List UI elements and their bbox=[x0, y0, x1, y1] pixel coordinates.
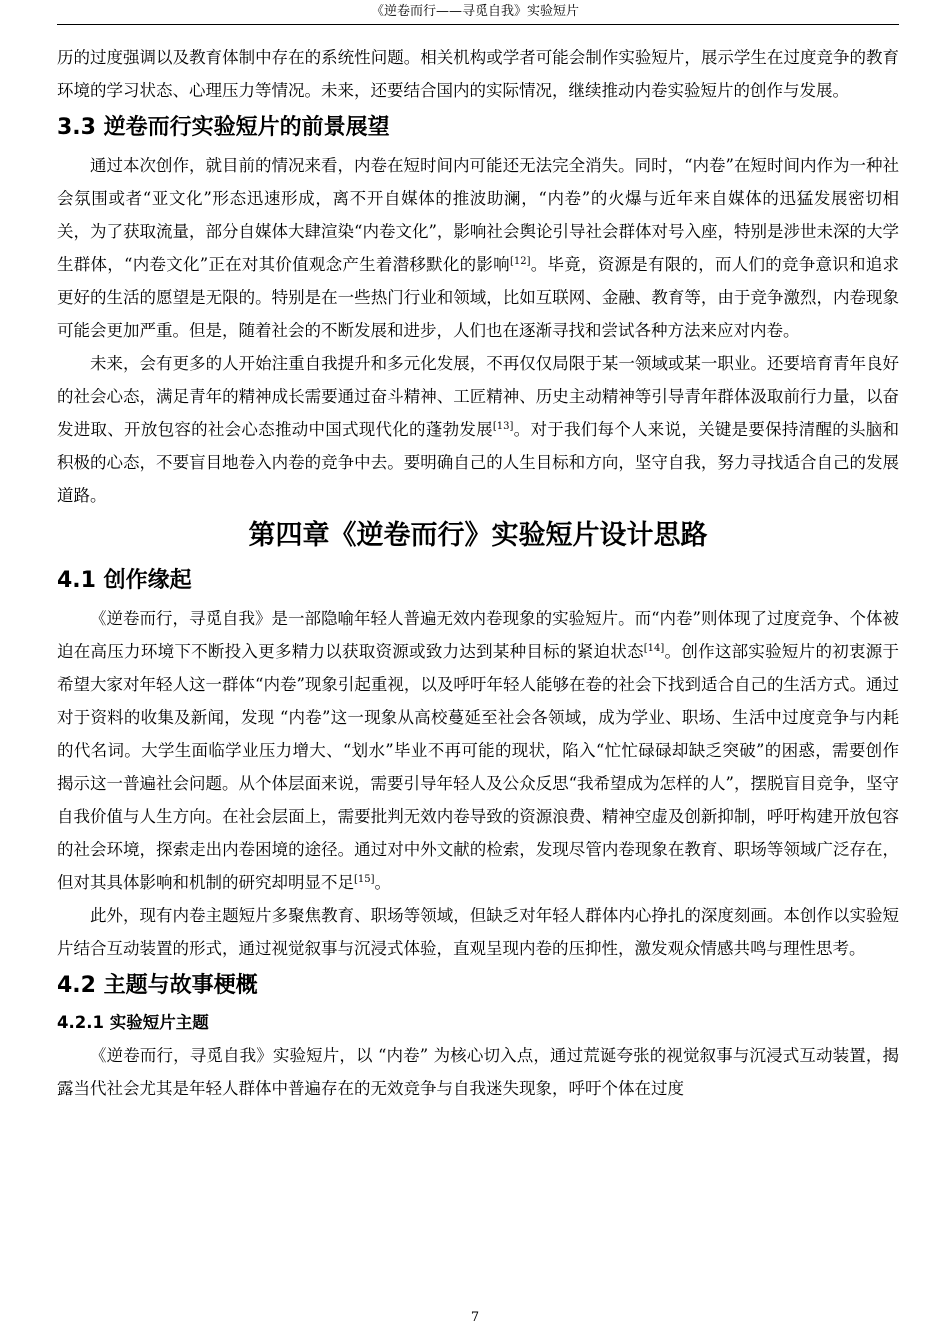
paragraph-text: 《逆卷而行，寻觅自我》是一部隐喻年轻人普遍无效内卷现象的实验短片。而“内卷”则体现了过度竞争、个体被迫在高压力环境下不断投入更多精力以获取资源或致力达到某种目标的紧迫状态 bbox=[57, 609, 899, 661]
paragraph-text: 未来，会有更多的人开始注重自我提升和多元化发展，不再仅仅局限于某一领域或某一职业。还要培育青年良好的社会心态，满足青年的精神成长需要通过奋斗精神、工匠精神、历史主动精神等引导青年群体汲取前行力量，以奋发进取、开放包容的社会心态推动中国式现代化的蓬勃发展 bbox=[57, 354, 899, 439]
paragraph-theme: 《逆卷而行，寻觅自我》实验短片，以 “内卷” 为核心切入点，通过荒诞夸张的视觉叙事与沉浸式互动装置，揭露当代社会尤其是年轻人群体中普遍存在的无效竞争与自我迷失现象，呼吁个体在过度 bbox=[57, 1046, 899, 1098]
page-body bbox=[57, 41, 899, 1105]
header-rule bbox=[57, 24, 899, 25]
section-heading-4-1: 4.1 创作缘起 bbox=[57, 568, 192, 593]
running-header: 《逆卷而行——寻觅自我》实验短片 bbox=[370, 4, 579, 19]
paragraph-text: 。对于我们每个人来说，关键是要保持清醒的头脑和积极的心态，不要盲目地卷入内卷的竞争中去。要明确自己的人生目标和方向，坚守自我，努力寻找适合自己的发展道路。 bbox=[57, 420, 900, 505]
section-heading-3-3: 3.3 逆卷而行实验短片的前景展望 bbox=[57, 115, 390, 140]
paragraph-outlook-2 bbox=[57, 347, 899, 512]
paragraph-origin bbox=[57, 602, 899, 899]
citation-15[interactable]: [15] bbox=[354, 874, 375, 885]
citation-14[interactable]: [14] bbox=[643, 643, 665, 654]
citation-12[interactable]: [12] bbox=[509, 256, 531, 267]
paragraph-text: 。创作这部实验短片的初衷源于希望大家对年轻人这一群体“内卷”现象引起重视，以及呼吁年轻人能够在卷的社会下找到适合自己的生活方式。通过对于资料的收集及新闻，发现 “内卷”这一现象从高校蔓延至社会各领域，成为学业、职场、生活中过度竞争与内耗的代名词。大学生面临学业压力增大、“划水”毕业不再可能的现状，陷入“忙忙碌碌却缺乏突破”的困惑，需要创作揭示这一普遍社会问题。从个体层面来说，需要引导年轻人及公众反思“我希望成为怎样的人”，摆脱盲目竞争，坚守自我价值与人生方向。在社会层面上，需要批判无效内卷导致的资源浪费、精神空虚及创新抑制，呼吁构建开放包容的社会环境，探索走出内卷困境的途径。通过对中外文献的检索，发现尽管内卷现象在教育、职场等领域广泛存在，但对其具体影响和机制的研究却明显不足 bbox=[57, 642, 900, 892]
chapter-heading-4: 第四章《逆卷而行》实验短片设计思路 bbox=[248, 520, 708, 551]
page-number: 7 bbox=[470, 1310, 480, 1325]
paragraph-additional: 此外，现有内卷主题短片多聚焦教育、职场等领域，但缺乏对年轻人群体内心挣扎的深度刻画。本创作以实验短片结合互动装置的形式，通过视觉叙事与沉浸式体验，直观呈现内卷的压抑性，激发观众情感共鸣与理性思考。 bbox=[57, 906, 899, 958]
paragraph-text: 。 bbox=[374, 873, 392, 892]
paragraph-text: 。毕竟，资源是有限的，而人们的竞争意识和追求更好的生活的愿望是无限的。特别是在一些热门行业和领域，比如互联网、金融、教育等，由于竞争激烈，内卷现象可能会更加严重。但是，随着社会的不断发展和进步，人们也在逐渐寻找和尝试各种方法来应对内卷。 bbox=[57, 255, 900, 340]
section-heading-4-2: 4.2 主题与故事梗概 bbox=[57, 973, 258, 998]
paragraph-text: 通过本次创作，就目前的情况来看，内卷在短时间内可能还无法完全消失。同时，“内卷”在短时间内作为一种社会氛围或者“亚文化”形态迅速形成，离不开自媒体的推波助澜，“内卷”的火爆与近年来自媒体的迅猛发展密切相关，为了获取流量，部分自媒体大肆渲染“内卷文化”，影响社会舆论引导社会群体对号入座，特别是涉世未深的大学生群体，“内卷文化”正在对其价值观念产生着潜移默化的影响 bbox=[57, 156, 899, 274]
paragraph-continued: 历的过度强调以及教育体制中存在的系统性问题。相关机构或学者可能会制作实验短片，展示学生在过度竞争的教育环境的学习状态、心理压力等情况。未来，还要结合国内的实际情况，继续推动内卷实验短片的创作与发展。 bbox=[57, 48, 899, 100]
paragraph-outlook-1 bbox=[57, 149, 899, 347]
subsection-heading-4-2-1: 4.2.1 实验短片主题 bbox=[57, 1013, 209, 1032]
citation-13[interactable]: [13] bbox=[492, 421, 514, 432]
